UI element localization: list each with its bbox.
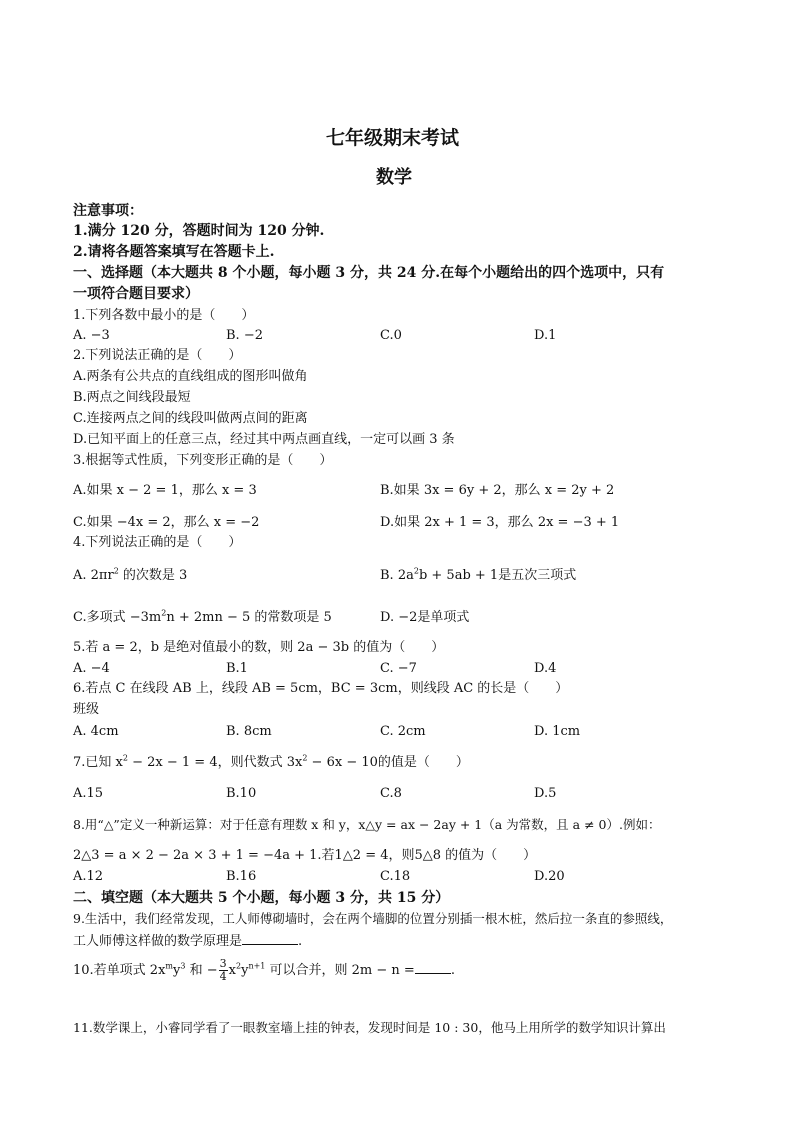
- exam-subject: 数学: [376, 167, 412, 188]
- option: D.已知平面上的任意三点，经过其中两点画直线，一定可以画 3 条: [73, 432, 455, 447]
- option: C.如果 −4x = 2，那么 x = −2: [73, 515, 260, 530]
- option: A.如果 x − 2 = 1，那么 x = 3: [73, 483, 257, 498]
- notice-heading: 注意事项：: [73, 203, 143, 219]
- option-text: b + 5ab + 1是五次三项式: [418, 568, 577, 583]
- exponent: 2: [302, 753, 308, 763]
- exponent: 2: [113, 566, 119, 576]
- option-text: n + 2mn − 5 的常数项是 5: [166, 610, 332, 625]
- question-stem: 3.根据等式性质，下列变形正确的是（ ）: [73, 453, 333, 468]
- stem-text: − 2x − 1 = 4，则代数式 3x: [127, 755, 303, 770]
- question-stem: 5.若 a = 2，b 是绝对值最小的数，则 2a − 3b 的值为（ ）: [73, 640, 445, 655]
- option: A.15: [73, 786, 104, 801]
- option: D.如果 2x + 1 = 3，那么 2x = −3 + 1: [380, 515, 620, 530]
- exponent: n+1: [248, 961, 266, 971]
- option: B.10: [226, 786, 257, 801]
- answer-blank: [242, 932, 298, 945]
- question-stem-cont: [73, 932, 302, 950]
- question-stem: 1.下列各数中最小的是（ ）: [73, 308, 255, 323]
- exponent: 2: [235, 961, 242, 971]
- section-heading: 一、选择题（本大题共 8 个小题，每小题 3 分，共 24 分.在每个小题给出的四个选项中，只有: [73, 265, 665, 281]
- option: D.1: [534, 328, 557, 343]
- question-stem: 9.生活中，我们经常发现，工人师傅砌墙时，会在两个墙脚的位置分别插一根木桩，然后拉一条直的参照线，: [73, 911, 673, 926]
- option: A. 4cm: [73, 724, 119, 739]
- question-stem: [73, 958, 455, 983]
- question-stem: [73, 755, 469, 771]
- option: A.两条有公共点的直线组成的图形叫做角: [73, 369, 308, 384]
- option: B.1: [226, 661, 248, 676]
- option: D. −2是单项式: [380, 610, 470, 625]
- exponent: 3: [180, 961, 186, 971]
- stem-text: y: [173, 963, 181, 978]
- option-text: A. 2πr: [73, 568, 114, 583]
- option: D.5: [534, 786, 557, 801]
- option: D.4: [534, 661, 557, 676]
- stem-text: x: [228, 963, 236, 978]
- option: B. 8cm: [226, 724, 272, 739]
- stem-text: 可以合并，则 2m − n =: [265, 963, 415, 978]
- option: D.20: [534, 869, 565, 884]
- question-stem: 8.用“△”定义一种新运算：对于任意有理数 x 和 y，x△y = ax − 2ay + 1（a 为常数，且 a ≠ 0）.例如：: [73, 817, 661, 832]
- stem-text: .: [450, 963, 455, 978]
- option: B.两点之间线段最短: [73, 390, 191, 405]
- question-stem: 11.数学课上，小睿同学看了一眼教室墙上挂的钟表，发现时间是 10 : 30，他马上用所学的数学知识计算出: [73, 1020, 666, 1035]
- class-label: 班级: [73, 702, 100, 717]
- option: A. −4: [73, 661, 110, 676]
- exponent: 2: [413, 566, 419, 576]
- denominator: 4: [219, 970, 227, 983]
- exam-title: 七年级期末考试: [326, 127, 460, 149]
- option-text: C.多项式 −3m: [73, 610, 162, 625]
- answer-blank: [415, 961, 451, 974]
- stem-text: 和 −: [185, 963, 218, 978]
- section-heading: 二、填空题（本大题共 5 个小题，每小题 3 分，共 15 分）: [73, 890, 450, 906]
- stem-text: 7.已知 x: [73, 755, 123, 770]
- question-stem: 4.下列说法正确的是（ ）: [73, 535, 242, 550]
- option: A.12: [73, 869, 104, 884]
- option: [73, 610, 332, 626]
- option: [73, 568, 187, 584]
- exponent: 2: [161, 608, 167, 618]
- section-heading-cont: 一项符合题目要求）: [73, 286, 199, 302]
- question-stem: 2.下列说法正确的是（ ）: [73, 348, 242, 363]
- exponent: m: [165, 961, 174, 971]
- notice-item: 1.满分 120 分，答题时间为 120 分钟.: [73, 223, 325, 239]
- numerator: 3: [219, 957, 227, 970]
- option-text: B. 2a: [380, 568, 414, 583]
- notice-item: 2.请将各题答案填写在答题卡上.: [73, 244, 275, 260]
- stem-text: − 6x − 10的值是（ ）: [307, 755, 469, 770]
- option: B.如果 3x = 6y + 2，那么 x = 2y + 2: [380, 483, 615, 498]
- stem-text: 工人师傅这样做的数学原理是: [73, 934, 243, 949]
- question-stem: 6.若点 C 在线段 AB 上，线段 AB = 5cm，BC = 3cm，则线段 AC 的长是（ ）: [73, 681, 569, 696]
- option: C.18: [380, 869, 411, 884]
- fraction: [219, 958, 228, 983]
- option: C.连接两点之间的线段叫做两点间的距离: [73, 411, 308, 426]
- question-stem-cont: 2△3 = a × 2 − 2a × 3 + 1 = −4a + 1.若1△2 = 4，则5△8 的值为（ ）: [73, 848, 537, 863]
- option: [380, 568, 576, 584]
- option: C.8: [380, 786, 402, 801]
- option-text: 的次数是 3: [118, 568, 188, 583]
- option: A. −3: [73, 328, 110, 343]
- exponent: 2: [122, 753, 128, 763]
- option: B. −2: [226, 328, 263, 343]
- stem-text: 10.若单项式 2x: [73, 963, 166, 978]
- option: C.0: [380, 328, 402, 343]
- option: B.16: [226, 869, 257, 884]
- stem-text: .: [298, 934, 303, 949]
- option: C. −7: [380, 661, 417, 676]
- option: C. 2cm: [380, 724, 426, 739]
- stem-text: y: [241, 963, 249, 978]
- option: D. 1cm: [534, 724, 581, 739]
